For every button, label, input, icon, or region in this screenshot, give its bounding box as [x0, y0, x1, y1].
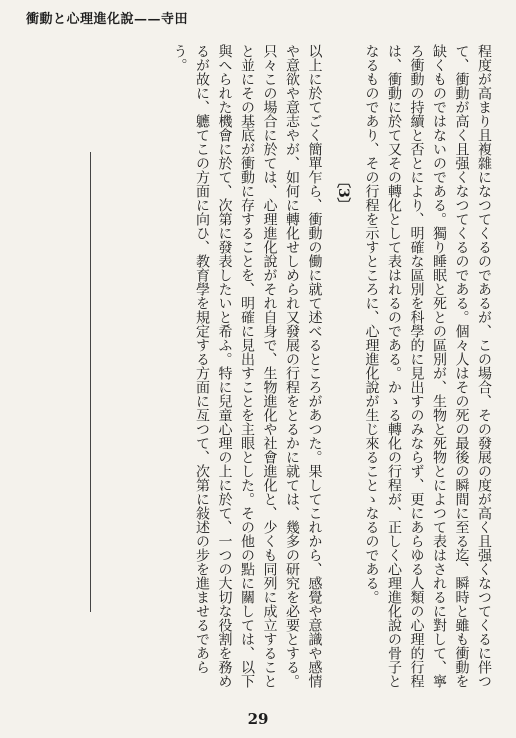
body-text — [100, 44, 495, 694]
section-number: 〔3〕 — [335, 174, 351, 212]
paragraph-2: 以上に於てごく簡單乍ら、衝動の働に就て述べるところがあつた。果してこれから、感覺や意識や感情や意欲や意志やが、如何に轉化せしめられ又發展の行程をとるかに就ては、幾多の研究を必要とする。只々この場合に於ては、心理進化說がそれ自身で、生物進化や社會進化と、少くも同列に成立することと並にその基底が衝動に存することを、明確に見出すことを主眼とした。その他の點に關しては、以下與へられた機會に於て、次第に發表したいと希ふ。特に兒童心理の上に於て、一つの大切な役割を務めるが故に、軈てこの方面に向ひ、教育學を規定する方面に亙つて、次第に敍述の步を進ませるであらう。 — [171, 44, 323, 688]
page-number: 29 — [247, 710, 269, 728]
margin-rule — [90, 152, 91, 612]
paragraph-1: 程度が高まり且複雜になつてくるのであるが、この場合、その發展の度が高く且强くなつてくるに伴つて、衝動が高く且强くなつてくるのである。個々人はその死の最後の瞬間に至る迄、瞬時と雖も衝動を缺くものではないのである。獨り睡眠と死との區別が、生物と死物とによつて表はされるに對して、寧ろ衝動の持續と否とにより、明確な區別を科學的に見出すのみならず、更にあらゆる人類の心理的行程は、衝動に於て又その轉化として表はれるのである。かゝる轉化の行程が、正しく心理進化說の骨子となるものであり、その行程を示すところに、心理進化說が生じ來ることゝなるのである。 — [363, 44, 492, 688]
running-header: 衝動と心理進化說——寺田 — [26, 12, 189, 27]
